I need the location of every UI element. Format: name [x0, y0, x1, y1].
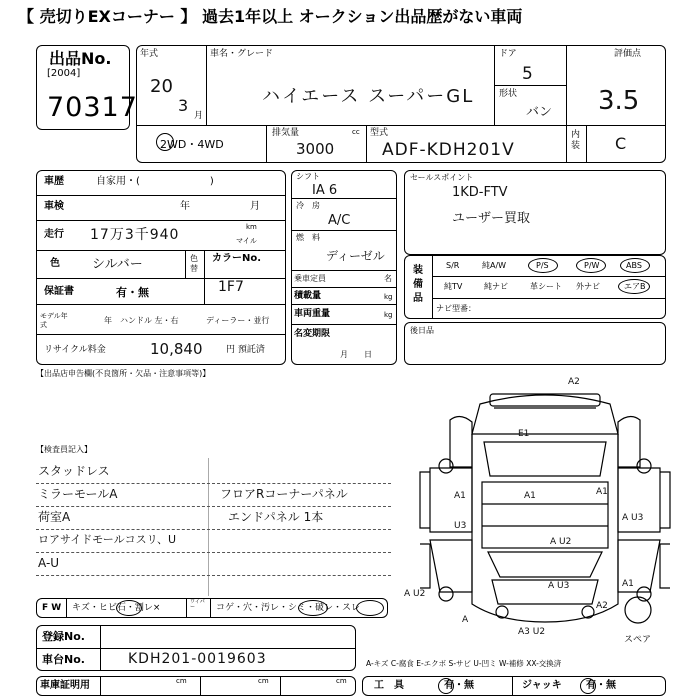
navi-model-label: ナビ型番： [436, 304, 476, 313]
cert-label: 車庫証明用 [40, 680, 90, 691]
drive-circle [156, 133, 174, 151]
fw-items: キズ・ヒビ石・割レ× [72, 603, 161, 613]
mark-bottom-a3u2: A3 U2 [518, 627, 546, 637]
fw-label: F W [42, 603, 62, 613]
shareki-value: 自家用・( ) [96, 176, 214, 187]
tools-value: 有・無 [444, 680, 474, 691]
fw-scuff-circle [356, 600, 384, 616]
inspection-label: 【検査員記入】 [36, 445, 92, 454]
color-no-label: カラーNo. [212, 253, 262, 264]
legend: A-キズ C-腐食 E-エクボ S-サビ U-凹ミ W-補修 XX-交換済 [366, 659, 562, 668]
tools-box [362, 676, 666, 696]
mark-bottom-a: A [462, 615, 469, 625]
inspection-note-4: ロアサイドモールコスリ、U [38, 533, 177, 546]
after-label: 後日品 [410, 326, 434, 335]
equip-ps: P/S [536, 261, 549, 270]
warranty-label: 保証書 [44, 286, 74, 297]
shape-label: 形状 [499, 89, 518, 99]
seller-notes-label: 【出品店申告欄(不良箇所・欠品・注意事項等)】 [36, 369, 211, 378]
displacement-label: 排気量 [272, 128, 300, 138]
door-value: 5 [522, 64, 533, 84]
mark-front-au2: A U2 [550, 537, 572, 547]
lot-label: 出品No. [49, 49, 112, 68]
load-label: 積載量 [294, 291, 322, 301]
recycle-value: 10,840 [150, 340, 203, 358]
equip-ps-circle [528, 258, 558, 273]
inspection-note-3: 荷室A [38, 510, 71, 524]
recycle-label: リサイクル料金 [44, 345, 106, 355]
equip-ext-navi: 外ナビ [576, 282, 600, 291]
spare-label: スペア [624, 635, 652, 645]
color-change-label: 色替 [190, 254, 198, 273]
name-grade-label: 車名・グレード [210, 49, 274, 59]
color-no-value: 1F7 [218, 279, 244, 295]
cooler-value: A/C [328, 213, 351, 228]
equip-navi: 純ナビ [484, 282, 508, 291]
shaken-year: 年 [180, 201, 190, 212]
mark-mid-a1: A1 [524, 491, 536, 501]
mark-roof-e1: E1 [518, 429, 530, 439]
weight-label: 車両重量 [294, 309, 331, 319]
sales-point-box [404, 170, 666, 255]
history-box [36, 170, 286, 365]
load-unit: kg [384, 293, 393, 301]
shareki-label: 車歴 [44, 176, 64, 187]
nenshiki-label: 年式 [140, 49, 159, 59]
name-grade-value: ハイエース スーパーGL [262, 86, 475, 107]
color-value: シルバー [92, 257, 143, 272]
equip-abs-circle [620, 258, 650, 273]
tools-yes-circle [438, 678, 454, 694]
jack-label: ジャッキ [522, 680, 562, 691]
fw-crack-circle [116, 600, 142, 616]
shift-value: IA 6 [312, 183, 338, 198]
mileage-label: 走行 [44, 229, 64, 240]
mark-right-a1: A1 [596, 487, 608, 497]
fw-sub-label: ワイパー [190, 599, 205, 610]
equip-leather: 革シート [530, 282, 562, 291]
lot-box [36, 45, 138, 130]
equip-sr: S/R [446, 261, 460, 270]
equip-aw: 純A/W [482, 261, 507, 270]
mark-bottom-a2: A2 [596, 601, 608, 611]
mileage-value: 17万3千940 [90, 227, 180, 243]
lot-number: 70317 [47, 92, 138, 123]
model-value: ADF-KDH201V [382, 140, 515, 160]
warranty-value: 有・無 [116, 286, 149, 299]
cert-cm1: cm [176, 677, 187, 685]
mark-left-a1: A1 [454, 491, 466, 501]
displacement-value: 3000 [296, 140, 335, 158]
cert-cm3: cm [336, 677, 347, 685]
interior-label: 内装 [571, 130, 581, 151]
equip-abs: ABS [626, 261, 642, 270]
rating-label: 評価点 [614, 49, 642, 59]
equip-pw-circle [576, 258, 606, 273]
sales-point-label: セールスポイント [410, 173, 474, 182]
equip-tv: 純TV [444, 282, 463, 291]
inspection-note-2: ミラーモールA [38, 487, 118, 501]
shift-label: シフト [296, 172, 320, 181]
inspection-note-right-1: フロアRコーナーパネル [220, 487, 348, 501]
cert-cm2: cm [258, 677, 269, 685]
reg-label: 登録No. [42, 630, 85, 643]
fw-items2: コゲ・穴・汚レ・シミ・破レ・スレ [216, 603, 361, 613]
nenshiki-year: 20 [150, 76, 173, 97]
sales-point-line2: ユーザー買取 [452, 211, 531, 226]
shape-value: バン [526, 105, 553, 120]
inspection-note-right-2: エンドパネル 1本 [228, 510, 324, 524]
recycle-unit: 円 預託済 [226, 345, 265, 355]
model-year-year: 年 [104, 316, 112, 325]
drive-options: 2WD・4WD [160, 138, 224, 151]
capacity-label: 乗車定員 [294, 274, 326, 283]
fuel-value: ディーゼル [326, 249, 385, 263]
model-label: 型式 [370, 128, 389, 138]
mark-frontleft-au2: A U2 [404, 589, 426, 599]
mark-frontright-a1: A1 [622, 579, 634, 589]
model-year-label: モデル年式 [40, 312, 68, 329]
inspection-note-5: A-U [38, 556, 60, 570]
header-title: 【 売切りEXコーナー 】 過去1年以上 オークション出品歴がない車両 [18, 7, 523, 26]
jack-yes-circle [580, 678, 596, 694]
fw-stain-circle [298, 600, 328, 616]
interior-value: C [615, 134, 627, 153]
handle-label: ハンドル 左・右 [120, 316, 179, 325]
nenshiki-month: 3 [178, 96, 189, 115]
door-label: ドア [499, 49, 517, 59]
capacity-unit: 名 [384, 274, 392, 283]
name-change-label: 名変期限 [294, 329, 331, 339]
jack-value: 有・無 [586, 680, 616, 691]
dealer-label: ディーラー・並行 [206, 316, 270, 325]
equip-airbag-circle [618, 279, 650, 294]
header-title-box [10, 6, 690, 30]
shaken-month: 月 [250, 201, 260, 212]
equip-airbag: エアB [624, 282, 646, 291]
mark-side-au3: A U3 [622, 513, 644, 523]
weight-unit: kg [384, 311, 393, 319]
mark-roof-u3: U3 [454, 521, 467, 531]
chassis-label: 車台No. [42, 653, 85, 666]
inspection-note-1: スタッドレス [38, 464, 110, 478]
chassis-value: KDH201-0019603 [128, 651, 267, 667]
mileage-unit-km: km [246, 223, 257, 231]
displacement-unit: cc [352, 128, 360, 136]
color-label: 色 [50, 258, 60, 269]
mileage-unit-mile: マイル [236, 237, 257, 245]
car-damage-diagram [400, 372, 690, 642]
tools-label: 工 具 [374, 680, 404, 691]
nenshiki-month-unit: 月 [194, 111, 204, 121]
name-change-unit: 月 日 [340, 350, 372, 359]
mark-rear-a2: A2 [568, 377, 580, 387]
fuel-label: 燃 料 [296, 233, 320, 242]
rating-value: 3.5 [598, 86, 640, 116]
shaken-label: 車検 [44, 201, 64, 212]
cooler-label: 冷 房 [296, 201, 320, 210]
equipment-label: 装備品 [413, 265, 423, 304]
equip-pw: P/W [584, 261, 600, 270]
sales-point-line1: 1KD-FTV [452, 185, 508, 200]
mark-hood-au3: A U3 [548, 581, 570, 591]
lot-year-tag: [2004] [47, 68, 81, 79]
after-box [404, 322, 666, 365]
